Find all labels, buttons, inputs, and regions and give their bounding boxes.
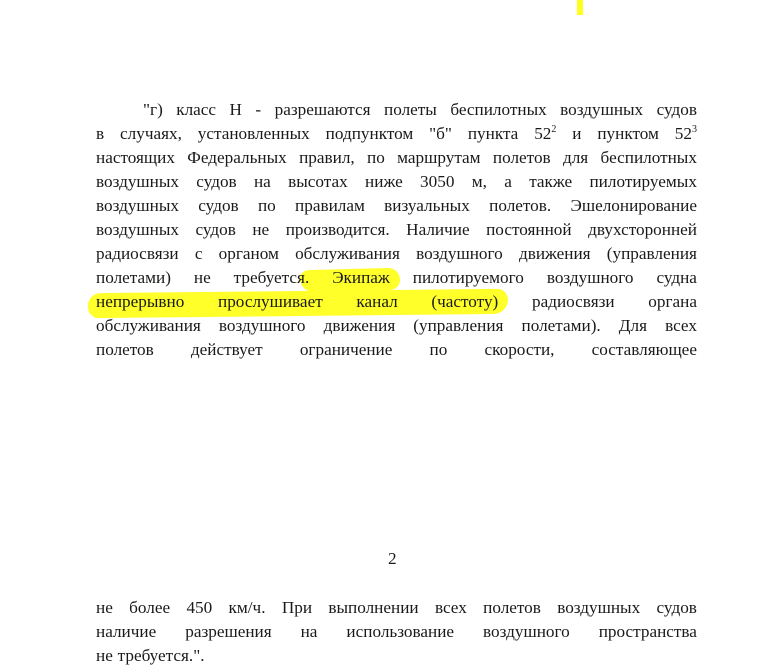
word: по bbox=[367, 148, 385, 167]
word: воздушного bbox=[416, 244, 503, 263]
word: выполнении bbox=[328, 598, 419, 617]
word: полетов bbox=[483, 598, 541, 617]
word: Экипаж bbox=[332, 268, 390, 287]
word: не bbox=[96, 598, 113, 617]
word: обслуживания bbox=[96, 316, 201, 335]
word: полетами) bbox=[96, 268, 171, 287]
word: действует bbox=[190, 340, 263, 359]
word: требуется. bbox=[233, 268, 310, 287]
word: а bbox=[504, 172, 512, 191]
word: также bbox=[529, 172, 573, 191]
word: и bbox=[572, 124, 582, 143]
word: составляющее bbox=[591, 340, 697, 359]
word: судна bbox=[656, 268, 697, 287]
word: Эшелонирование bbox=[570, 196, 697, 215]
word: двухсторонней bbox=[588, 220, 697, 239]
text-line bbox=[143, 98, 697, 122]
word: обслуживания bbox=[295, 244, 400, 263]
word: органом bbox=[218, 244, 279, 263]
text-line bbox=[96, 146, 697, 170]
word: по bbox=[257, 196, 276, 215]
word: полетами). bbox=[521, 316, 601, 335]
word: "г) bbox=[143, 100, 163, 119]
word: полеты bbox=[384, 100, 437, 119]
word: воздушных bbox=[96, 196, 179, 215]
word: судов bbox=[656, 598, 697, 617]
word: беспилотных bbox=[450, 100, 547, 119]
word: воздушных bbox=[557, 598, 641, 617]
word: воздушного bbox=[546, 268, 634, 287]
word: с bbox=[194, 244, 203, 263]
word: не bbox=[96, 646, 113, 665]
word: разрешения bbox=[185, 622, 272, 641]
word: полетов. bbox=[489, 196, 552, 215]
text-line bbox=[96, 242, 697, 266]
word: (управления bbox=[606, 244, 697, 263]
text-line bbox=[96, 122, 697, 146]
word: 52 bbox=[534, 124, 552, 143]
text-line bbox=[96, 596, 697, 620]
word: непрерывно bbox=[96, 292, 185, 311]
word: "б" bbox=[429, 124, 452, 143]
word: для bbox=[562, 148, 589, 167]
text-line bbox=[96, 170, 697, 194]
word: подпунктом bbox=[325, 124, 414, 143]
word: судов bbox=[196, 172, 237, 191]
word: разрешаются bbox=[274, 100, 371, 119]
word: 52 bbox=[674, 124, 692, 143]
word: полетов bbox=[492, 148, 551, 167]
word: При bbox=[281, 598, 313, 617]
word: воздушных bbox=[560, 100, 644, 119]
text-line bbox=[96, 194, 697, 218]
word: судов bbox=[195, 220, 236, 239]
text-line bbox=[96, 314, 697, 338]
highlighter-mark bbox=[577, 0, 583, 15]
text-line bbox=[96, 620, 697, 644]
word: более bbox=[129, 598, 171, 617]
word: пункта bbox=[467, 124, 519, 143]
word: установленных bbox=[197, 124, 310, 143]
word: движения bbox=[518, 244, 591, 263]
word: на bbox=[300, 622, 318, 641]
word: радиосвязи bbox=[531, 292, 615, 311]
word: судов bbox=[656, 100, 697, 119]
word: ограничение bbox=[299, 340, 393, 359]
word: - bbox=[255, 100, 262, 119]
word: (частоту) bbox=[431, 292, 499, 311]
word: скорости, bbox=[484, 340, 555, 359]
word: ниже bbox=[365, 172, 403, 191]
word: производится. bbox=[285, 220, 390, 239]
word: км/ч. bbox=[228, 598, 266, 617]
word: по bbox=[429, 340, 448, 359]
word: постоянной bbox=[486, 220, 572, 239]
word: на bbox=[253, 172, 271, 191]
word: радиосвязи bbox=[96, 244, 179, 263]
word: (управления bbox=[413, 316, 504, 335]
word: воздушных bbox=[96, 220, 179, 239]
word: не bbox=[193, 268, 211, 287]
word: Наличие bbox=[406, 220, 470, 239]
word: не bbox=[252, 220, 270, 239]
word: пилотируемого bbox=[412, 268, 524, 287]
word: пунктом bbox=[597, 124, 659, 143]
word: пространства bbox=[598, 622, 697, 641]
word: требуется.". bbox=[117, 646, 205, 665]
superscript: 3 bbox=[691, 124, 697, 135]
word: Н bbox=[229, 100, 242, 119]
word: прослушивает bbox=[218, 292, 323, 311]
word: визуальных bbox=[384, 196, 470, 215]
word: пилотируемых bbox=[589, 172, 697, 191]
text-line bbox=[96, 644, 697, 668]
word: движения bbox=[323, 316, 396, 335]
word: высотах bbox=[288, 172, 348, 191]
word: канал bbox=[356, 292, 398, 311]
text-line bbox=[96, 266, 697, 290]
text-line bbox=[96, 290, 697, 314]
word: полетов bbox=[96, 340, 154, 359]
word: использование bbox=[346, 622, 455, 641]
text-line bbox=[96, 338, 697, 362]
word: воздушных bbox=[96, 172, 179, 191]
word: 3050 bbox=[420, 172, 455, 191]
word: всех bbox=[434, 598, 467, 617]
word: настоящих bbox=[96, 148, 175, 167]
word: Федеральных bbox=[187, 148, 287, 167]
word: наличие bbox=[96, 622, 157, 641]
page-number: 2 bbox=[388, 549, 397, 568]
word: воздушного bbox=[483, 622, 570, 641]
word: судов bbox=[198, 196, 239, 215]
word: органа bbox=[648, 292, 697, 311]
word: всех bbox=[665, 316, 697, 335]
word: 450 bbox=[186, 598, 213, 617]
word: правилам bbox=[295, 196, 365, 215]
word-with-superscript bbox=[534, 122, 556, 146]
word: в bbox=[96, 124, 105, 143]
word: случаях, bbox=[120, 124, 182, 143]
text-line bbox=[96, 218, 697, 242]
word: беспилотных bbox=[600, 148, 697, 167]
word: м, bbox=[471, 172, 487, 191]
superscript: 2 bbox=[551, 124, 557, 135]
word: Для bbox=[618, 316, 647, 335]
word: воздушного bbox=[218, 316, 306, 335]
word: маршрутам bbox=[397, 148, 481, 167]
word-with-superscript bbox=[675, 122, 697, 146]
word: класс bbox=[176, 100, 217, 119]
word: правил, bbox=[299, 148, 355, 167]
